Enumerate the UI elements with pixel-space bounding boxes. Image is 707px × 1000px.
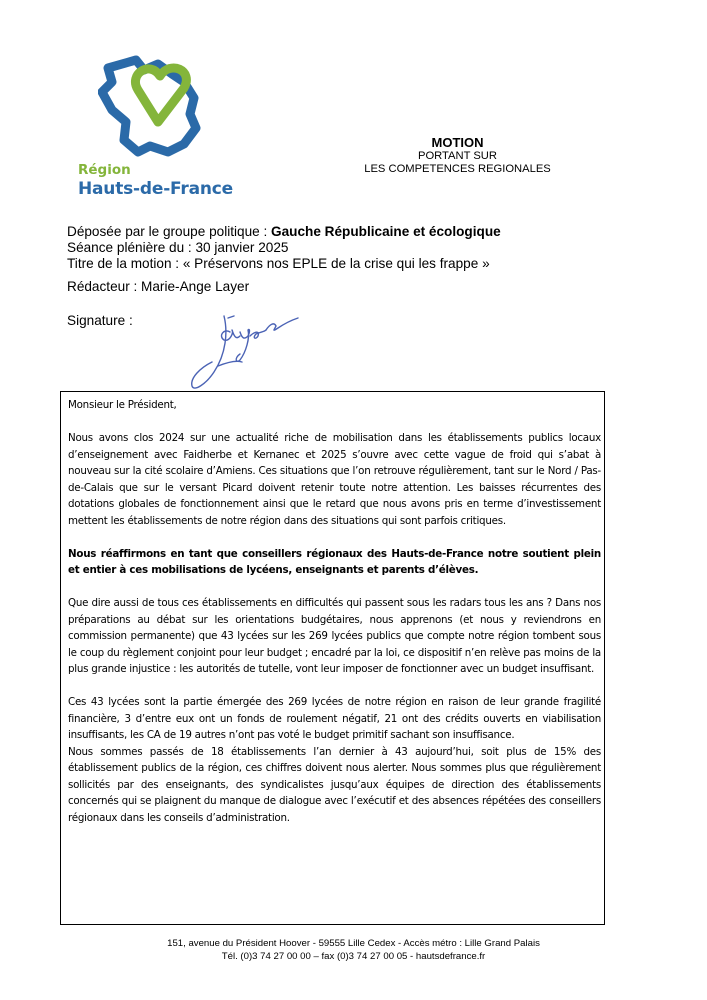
salutation: Monsieur le Président, xyxy=(68,399,177,411)
handwritten-signature xyxy=(188,302,308,394)
deposed-by-line xyxy=(67,224,501,240)
signature-label: Signature : xyxy=(67,313,133,328)
motion-title-line: Titre de la motion : « Préservons nos EPLE de la crise qui les frappe » xyxy=(67,256,490,271)
footer-contact: Tél. (0)3 74 27 00 00 – fax (0)3 74 27 00 05 - hautsdefrance.fr xyxy=(221,950,486,962)
footer-address: 151, avenue du Président Hoover - 59555 Lille Cedex - Accès métro : Lille Grand Palais xyxy=(167,938,540,949)
hauts-de-france-map-heart-icon xyxy=(98,52,218,160)
logo-hauts-de-france-text: Hauts-de-France xyxy=(78,179,233,199)
motion-subtitle-line2: LES COMPETENCES REGIONALES xyxy=(364,163,551,175)
motion-body-box xyxy=(60,391,605,925)
motion-body-text xyxy=(68,397,601,843)
deposed-label: Déposée par le groupe politique : xyxy=(67,224,272,239)
political-group: Gauche Républicaine et écologique xyxy=(271,224,501,239)
region-logo xyxy=(72,52,232,202)
logo-region-text: Région xyxy=(78,162,131,178)
paragraph-3: Que dire aussi de tous ces établissements en difficultés qui passent sous les radars tous les ans ? Dans nos préparations au débat sur les orientations budgétaires, nous apprenons (et nous y reviendrons en commission permanente) que 43 lycées sur les 269 lycées publics que compte notre région tombent sous le coup du règlement conjoint pour leur budget ; encadré par la loi, ce dispositif n’en relève pas moins de la plus grande injustice : les autorités de tutelle, vont leur imposer de fonctionner avec un budget insuffisant. xyxy=(68,597,601,675)
page-footer xyxy=(0,938,707,963)
author-line: Rédacteur : Marie-Ange Layer xyxy=(67,279,250,294)
paragraph-5: Nous sommes passés de 18 établissements l’an dernier à 43 aujourd’hui, soit plus de 15% des établissement publics de la région, ces chiffres doivent nous alerter. Nous sommes plus que régulièrement sollicités par des enseignants, des syndicalistes jusqu’aux équipes de direction des établissements concernés qui se plaignent du manque de dialogue avec l’exécutif et des absences répétées des conseillers régionaux dans les conseils d’administration. xyxy=(68,745,601,824)
session-date: Séance plénière du : 30 janvier 2025 xyxy=(67,240,289,255)
paragraph-1: Nous avons clos 2024 sur une actualité riche de mobilisation dans les établissements publics locaux d’enseignement avec Faidherbe et Kernanec et 2025 s’ouvre avec cette vague de froid qui s’abat à nouveau sur la cité scolaire d’Amiens. Ces situations que l’on retrouve régulièrement, tant sur le Nord / Pas-de-Calais que sur le versant Picard doivent retenir toute notre attention. Les baisses récurrentes des dotations globales de fonctionnement ainsi que le retard que nous avons pris en terme d’investissement mettent les établissements de notre région dans des situations qui sont parfois critiques. xyxy=(68,432,601,527)
paragraph-4: Ces 43 lycées sont la partie émergée des 269 lycées de notre région en raison de leur grande fragilité financière, 3 d’entre eux ont un fonds de roulement négatif, 21 ont des crédits ouverts en viabilisation insuffisants, les CA de 19 autres n’ont pas voté le budget primitif sachant son insuffisance. xyxy=(68,696,601,741)
motion-heading xyxy=(350,135,565,176)
motion-title: MOTION xyxy=(431,135,484,150)
motion-subtitle-line1: PORTANT SUR xyxy=(418,150,497,162)
paragraph-2-bold: Nous réaffirmons en tant que conseillers régionaux des Hauts-de-France notre soutient plein et entier à ces mobilisations de lycéens, enseignants et parents d’élèves. xyxy=(68,547,601,576)
